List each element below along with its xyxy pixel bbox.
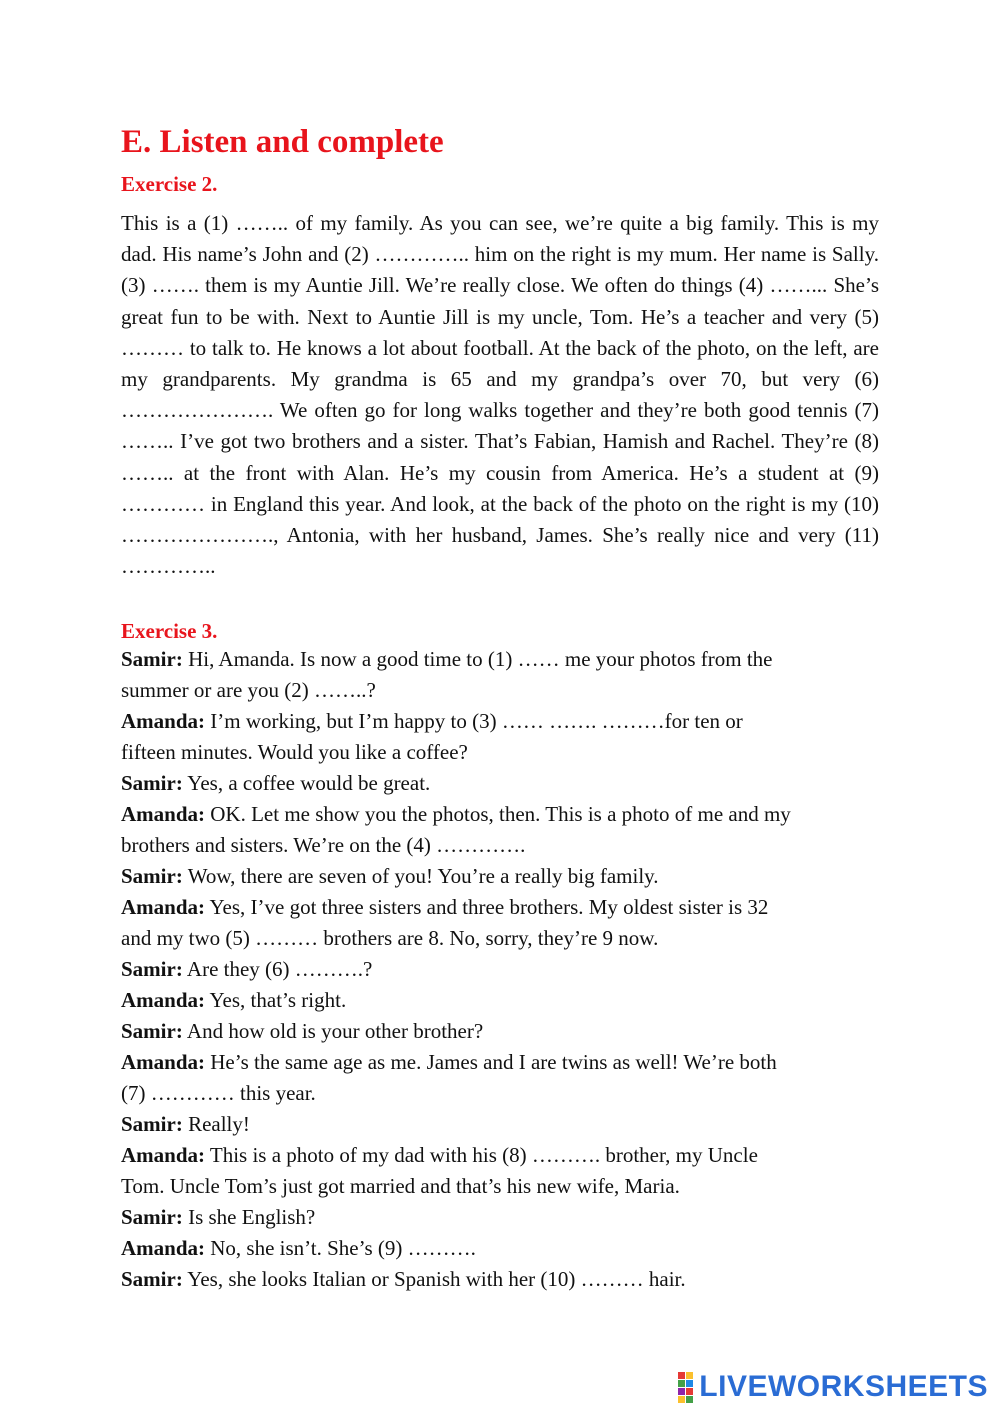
dialogue-line	[121, 768, 879, 799]
dialogue-text: Is she English?	[182, 1205, 316, 1230]
liveworksheets-logo-mark-icon	[678, 1372, 693, 1403]
dialogue-line	[121, 1140, 879, 1202]
speaker-name: Amanda:	[121, 1143, 206, 1168]
dialogue-text: Yes, a coffee would be great.	[182, 771, 431, 796]
dialogue-text: No, she isn’t. She’s (9) ……….	[205, 1236, 476, 1261]
dialogue-text-continued: summer or are you (2) ……..?	[121, 678, 376, 703]
speaker-name: Amanda:	[121, 895, 206, 920]
dialogue-text-continued: fifteen minutes. Would you like a coffee?	[121, 740, 468, 765]
speaker-name: Samir:	[121, 1019, 183, 1044]
speaker-name: Samir:	[121, 1267, 183, 1292]
dialogue-text: Hi, Amanda. Is now a good time to (1) …… me your photos from the	[182, 647, 773, 672]
dialogue-line	[121, 1233, 879, 1264]
exercise-3-title: Exercise 3.	[121, 619, 218, 644]
exercise-3-dialogue	[121, 644, 879, 1295]
dialogue-line	[121, 1202, 879, 1233]
dialogue-text-continued: and my two (5) ……… brothers are 8. No, sorry, they’re 9 now.	[121, 926, 659, 951]
dialogue-line	[121, 644, 879, 706]
dialogue-line	[121, 706, 879, 768]
exercise-2-text: This is a (1) …….. of my family. As you can see, we’re quite a big family. This is my dad. His name’s John and (2) ………….. him on the right is my mum. Her name is Sally. (3) ……. them is my Auntie Jill. We’re really close. We often do things (4) ……... She’s great fun to be with. Next to Auntie Jill is my uncle, Tom. He’s a teacher and very (5) ……… to talk to. He knows a lot about football. At the back of the photo, on the left, are my grandparents. My grandma is 65 and my grandpa’s over 70, but very (6) …………………. We often go for long walks together and they’re both good tennis (7) …….. I’ve got two brothers and a sister. That’s Fabian, Hamish and Rachel. They’re (8) …….. at the front with Alan. He’s my cousin from America. He’s a student at (9) ………… in England this year. And look, at the back of the photo on the right is my (10) …………………., Antonia, with her husband, James. She’s really nice and very (11) …………..	[121, 211, 879, 579]
speaker-name: Amanda:	[121, 709, 206, 734]
dialogue-text-continued: brothers and sisters. We’re on the (4) ………….	[121, 833, 526, 858]
speaker-name: Samir:	[121, 647, 183, 672]
dialogue-text: Yes, that’s right.	[205, 988, 347, 1013]
dialogue-text: He’s the same age as me. James and I are twins as well! We’re both	[205, 1050, 777, 1075]
exercise-2-title: Exercise 2.	[121, 172, 218, 196]
dialogue-text: Are they (6) ……….?	[182, 957, 373, 982]
dialogue-line	[121, 985, 879, 1016]
dialogue-text: And how old is your other brother?	[182, 1019, 484, 1044]
dialogue-line	[121, 1047, 879, 1109]
speaker-name: Samir:	[121, 864, 183, 889]
speaker-name: Amanda:	[121, 988, 206, 1013]
dialogue-text: I’m working, but I’m happy to (3) …… ……. ………for ten or	[205, 709, 743, 734]
dialogue-text: This is a photo of my dad with his (8) ………. brother, my Uncle	[205, 1143, 758, 1168]
dialogue-text: Yes, she looks Italian or Spanish with her (10) ……… hair.	[182, 1267, 686, 1292]
dialogue-line	[121, 1016, 879, 1047]
speaker-name: Samir:	[121, 1205, 183, 1230]
speaker-name: Samir:	[121, 1112, 183, 1137]
section-title: E. Listen and complete	[121, 124, 444, 160]
speaker-name: Amanda:	[121, 1050, 206, 1075]
dialogue-line	[121, 861, 879, 892]
liveworksheets-logo	[678, 1370, 988, 1404]
speaker-name: Samir:	[121, 957, 183, 982]
speaker-name: Samir:	[121, 771, 183, 796]
dialogue-text: Really!	[182, 1112, 250, 1137]
dialogue-text: Wow, there are seven of you! You’re a really big family.	[182, 864, 659, 889]
worksheet-page	[121, 120, 879, 1295]
dialogue-text: Yes, I’ve got three sisters and three brothers. My oldest sister is 32	[205, 895, 769, 920]
speaker-name: Amanda:	[121, 802, 206, 827]
speaker-name: Amanda:	[121, 1236, 206, 1261]
dialogue-line	[121, 1264, 879, 1295]
dialogue-line	[121, 1109, 879, 1140]
liveworksheets-logo-text: LIVEWORKSHEETS	[699, 1370, 988, 1403]
dialogue-text: OK. Let me show you the photos, then. This is a photo of me and my	[205, 802, 791, 827]
dialogue-text-continued: (7) ………… this year.	[121, 1081, 316, 1106]
dialogue-line	[121, 892, 879, 954]
dialogue-text-continued: Tom. Uncle Tom’s just got married and that’s his new wife, Maria.	[121, 1174, 680, 1199]
dialogue-line	[121, 954, 879, 985]
dialogue-line	[121, 799, 879, 861]
